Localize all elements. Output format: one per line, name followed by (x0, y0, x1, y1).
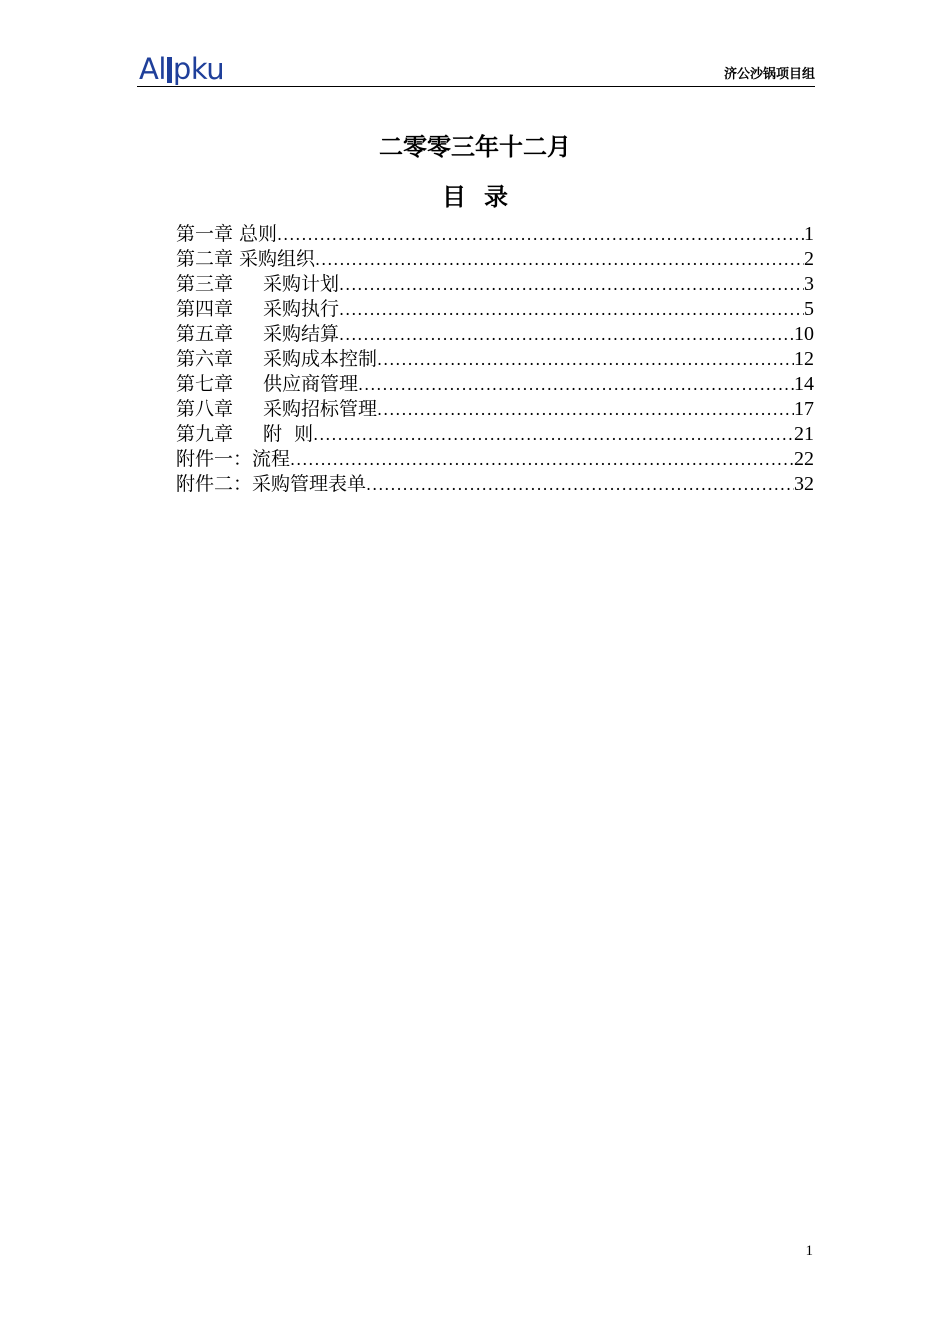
company-logo (139, 54, 224, 84)
toc-chapter-title: 采购成本控制 (263, 348, 378, 370)
toc-page-number: 21 (794, 423, 814, 445)
toc-page-number: 32 (794, 473, 814, 495)
toc-page-number: 12 (794, 348, 814, 370)
toc-chapter-label: 第七章 (176, 373, 234, 395)
page-header (137, 50, 815, 87)
logo-prefix: Al (139, 52, 166, 86)
toc-dot-leader (339, 272, 804, 297)
toc-entry-chapter-7[interactable] (176, 372, 814, 397)
toc-dot-leader (339, 297, 804, 322)
toc-entry-chapter-3[interactable] (176, 272, 814, 297)
toc-entry-chapter-5[interactable] (176, 322, 814, 347)
toc-dot-leader (358, 372, 794, 397)
toc-chapter-title: 总则 (239, 223, 278, 245)
table-of-contents (176, 222, 814, 497)
toc-appendix-title: 流程 (252, 448, 291, 470)
toc-appendix-label: 附件二： (176, 473, 253, 495)
toc-page-number: 14 (794, 373, 814, 395)
toc-dot-leader (366, 472, 794, 497)
toc-entry-appendix-2[interactable] (176, 472, 814, 497)
toc-chapter-label: 第三章 (176, 273, 234, 295)
toc-chapter-label: 第九章 (176, 423, 234, 445)
toc-page-number: 1 (804, 223, 814, 245)
toc-dot-leader (313, 422, 794, 447)
toc-chapter-label: 第二章 (176, 248, 234, 270)
toc-page-number: 3 (804, 273, 814, 295)
toc-page-number: 10 (794, 323, 814, 345)
toc-appendix-title: 采购管理表单 (252, 473, 367, 495)
toc-chapter-title: 供应商管理 (263, 373, 359, 395)
toc-appendix-label: 附件一： (176, 448, 253, 470)
toc-page-number: 17 (794, 398, 814, 420)
toc-chapter-label: 第八章 (176, 398, 234, 420)
toc-chapter-title: 采购结算 (263, 323, 340, 345)
toc-chapter-label: 第四章 (176, 298, 234, 320)
toc-chapter-title: 采购执行 (263, 298, 340, 320)
toc-entry-chapter-4[interactable] (176, 297, 814, 322)
toc-dot-leader (315, 247, 804, 272)
toc-page-number: 2 (804, 248, 814, 270)
toc-chapter-label: 第六章 (176, 348, 234, 370)
toc-chapter-title: 采购计划 (263, 273, 340, 295)
toc-chapter-title: 采购招标管理 (263, 398, 378, 420)
toc-dot-leader (290, 447, 794, 472)
toc-page-number: 5 (804, 298, 814, 320)
toc-entry-chapter-6[interactable] (176, 347, 814, 372)
toc-chapter-title: 采购组织 (239, 248, 316, 270)
header-project-name: 济公沙锅项目组 (723, 67, 815, 82)
toc-dot-leader (277, 222, 804, 247)
footer-page-number: 1 (805, 1243, 813, 1259)
toc-dot-leader (377, 397, 794, 422)
toc-title: 目 录 (442, 183, 508, 211)
logo-mark (167, 57, 172, 83)
toc-chapter-title: 附 则 (263, 423, 314, 445)
date-heading: 二零零三年十二月 (379, 133, 571, 161)
toc-entry-chapter-1[interactable] (176, 222, 814, 247)
logo-suffix: pku (172, 52, 225, 86)
toc-chapter-label: 第一章 (176, 223, 234, 245)
toc-page-number: 22 (794, 448, 814, 470)
toc-dot-leader (339, 322, 794, 347)
toc-entry-appendix-1[interactable] (176, 447, 814, 472)
toc-chapter-label: 第五章 (176, 323, 234, 345)
toc-entry-chapter-9[interactable] (176, 422, 814, 447)
toc-entry-chapter-8[interactable] (176, 397, 814, 422)
toc-entry-chapter-2[interactable] (176, 247, 814, 272)
toc-dot-leader (377, 347, 794, 372)
